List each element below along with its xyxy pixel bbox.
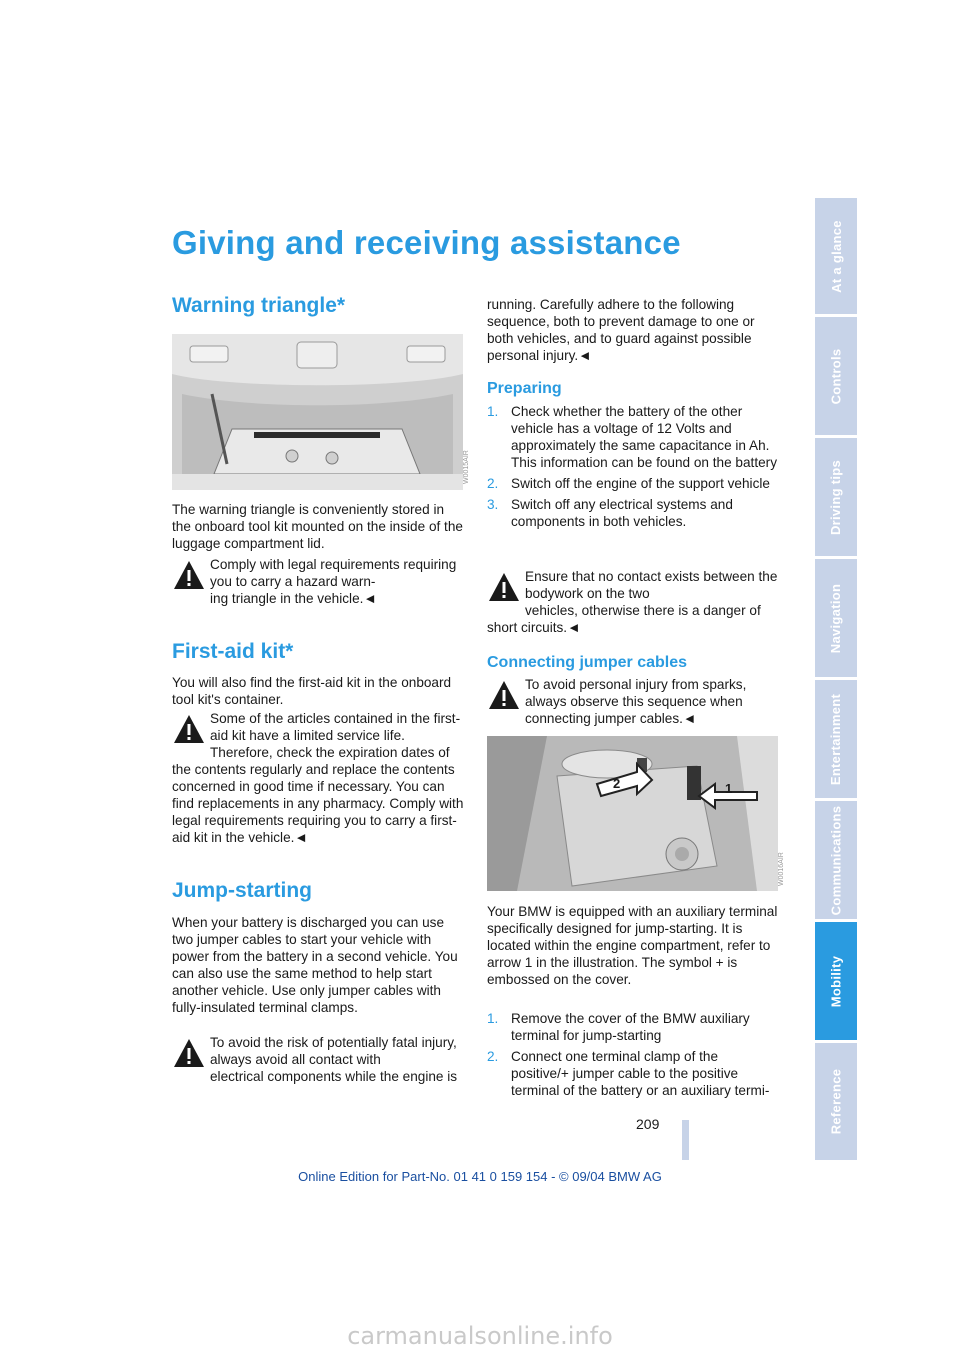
warning-icon — [487, 678, 521, 712]
jump-starting-body: When your battery is discharged you can use two jumper cables to start your vehicle with power from the battery in a second vehicle. You can also use the same method to help start another vehicle. Use only jumper cables with fully-insulated terminal clamps. — [172, 915, 458, 1015]
warning-lead: Ensure that no contact exists between the bodywork on the two — [525, 569, 778, 601]
step-number: 1. — [487, 404, 499, 419]
tab-label: Communications — [828, 805, 844, 915]
section-heading-warning-triangle: Warning triangle* — [172, 294, 346, 317]
tab-label: Entertainment — [828, 693, 844, 785]
warning-lead: Some of the articles contained in the first-aid kit have a limited service life. — [210, 711, 461, 743]
tab-mobility[interactable] — [815, 922, 857, 1040]
tab-label: At a glance — [828, 219, 844, 293]
image-code: W0015AIR — [463, 450, 470, 484]
tab-label: Reference — [828, 1068, 844, 1135]
list-item — [487, 496, 779, 530]
first-aid-caution — [172, 710, 464, 846]
tab-label: Driving tips — [828, 459, 844, 535]
watermark: carmanualsonline.info — [347, 1322, 613, 1350]
tab-at-a-glance[interactable] — [815, 198, 857, 314]
warning-rest: connecting jumper cables.◄ — [525, 711, 697, 726]
step-text: Connect one terminal clamp of the positive/+ jumper cable to the positive terminal of the battery or an auxiliary termi- — [511, 1049, 770, 1098]
step-text: Check whether the battery of the other vehicle has a voltage of 12 Volts and approximately the same capacitance in Ah. This information can be found on the battery — [511, 404, 777, 470]
arrow-label-1: 1 — [725, 781, 733, 796]
warning-rest: Therefore, check the expiration dates of the contents regularly and replace the contents concerned in good time if necessary. You can find replacements in any pharmacy. Comply with legal requirements requiring you to carry a first-aid kit in the vehicle.◄ — [172, 745, 464, 845]
trunk-illustration — [172, 334, 470, 490]
jump-starting-caution — [172, 1034, 464, 1085]
edition-footer: Online Edition for Part-No. 01 41 0 159 154 - © 09/04 BMW AG — [298, 1169, 662, 1184]
warning-icon — [487, 570, 521, 604]
arrow-label-2: 2 — [613, 776, 621, 791]
first-aid-body: You will also find the first-aid kit in the onboard tool kit's container. — [172, 675, 452, 707]
step-number: 2. — [487, 1049, 499, 1064]
list-item — [487, 475, 779, 492]
footer-bar — [682, 1120, 689, 1160]
connecting-body: Your BMW is equipped with an auxiliary terminal specifically designed for jump-starting. It is located within the engine compartment, refer to arrow 1 in the illustration. The symbol + is embossed on the cover. — [487, 904, 778, 987]
page-number: 209 — [636, 1116, 660, 1132]
preparing-steps — [487, 403, 779, 534]
tab-driving-tips[interactable] — [815, 438, 857, 556]
tab-label: Navigation — [828, 583, 844, 653]
tab-controls[interactable] — [815, 317, 857, 435]
list-item — [487, 1010, 779, 1044]
jump-starting-continued: running. Carefully adhere to the following sequence, both to prevent damage to one or both vehicles, and to guard against possible personal injury.◄ — [487, 297, 755, 363]
warning-icon — [172, 558, 206, 592]
tab-label: Controls — [828, 348, 844, 404]
engine-illustration — [487, 736, 785, 891]
warning-triangle-body: The warning triangle is conveniently stored in the onboard tool kit mounted on the inside of the luggage compartment lid. — [172, 502, 463, 551]
list-item — [487, 1048, 779, 1099]
section-heading-preparing: Preparing — [487, 380, 562, 397]
warning-icon — [172, 1036, 206, 1070]
step-number: 2. — [487, 476, 499, 491]
step-number: 3. — [487, 497, 499, 512]
connecting-steps — [487, 1010, 779, 1103]
warning-lead: To avoid the risk of potentially fatal injury, always avoid all contact with — [210, 1035, 457, 1067]
warning-icon — [172, 712, 206, 746]
warning-triangle-caution — [172, 556, 464, 607]
tab-navigation[interactable] — [815, 559, 857, 677]
warning-lead: To avoid personal injury from sparks, always observe this sequence when — [525, 677, 747, 709]
warning-rest: electrical components while the engine is — [210, 1069, 458, 1084]
engine-drawing — [487, 736, 778, 891]
connecting-caution — [487, 676, 779, 727]
image-code: W0016AIR — [778, 852, 785, 886]
tab-entertainment[interactable] — [815, 680, 857, 798]
warning-lead: Comply with legal requirements requiring you to carry a hazard warn- — [210, 557, 457, 589]
warning-rest: ing triangle in the vehicle.◄ — [210, 591, 377, 606]
step-text: Remove the cover of the BMW auxiliary terminal for jump-starting — [511, 1011, 750, 1043]
step-text: Switch off the engine of the support vehicle — [511, 476, 770, 491]
page-title: Giving and receiving assistance — [172, 224, 681, 261]
tab-communications[interactable] — [815, 801, 857, 919]
step-text: Switch off any electrical systems and components in both vehicles. — [511, 497, 733, 529]
step-number: 1. — [487, 1011, 499, 1026]
preparing-caution — [487, 568, 779, 636]
section-heading-connecting: Connecting jumper cables — [487, 654, 688, 671]
section-heading-jump-starting: Jump-starting — [172, 879, 313, 902]
list-item — [487, 403, 779, 471]
tab-label: Mobility — [828, 955, 844, 1007]
tab-reference[interactable] — [815, 1043, 857, 1160]
warning-rest: vehicles, otherwise there is a danger of short circuits.◄ — [487, 603, 761, 635]
section-heading-first-aid: First-aid kit* — [172, 640, 294, 663]
trunk-drawing — [172, 334, 463, 490]
